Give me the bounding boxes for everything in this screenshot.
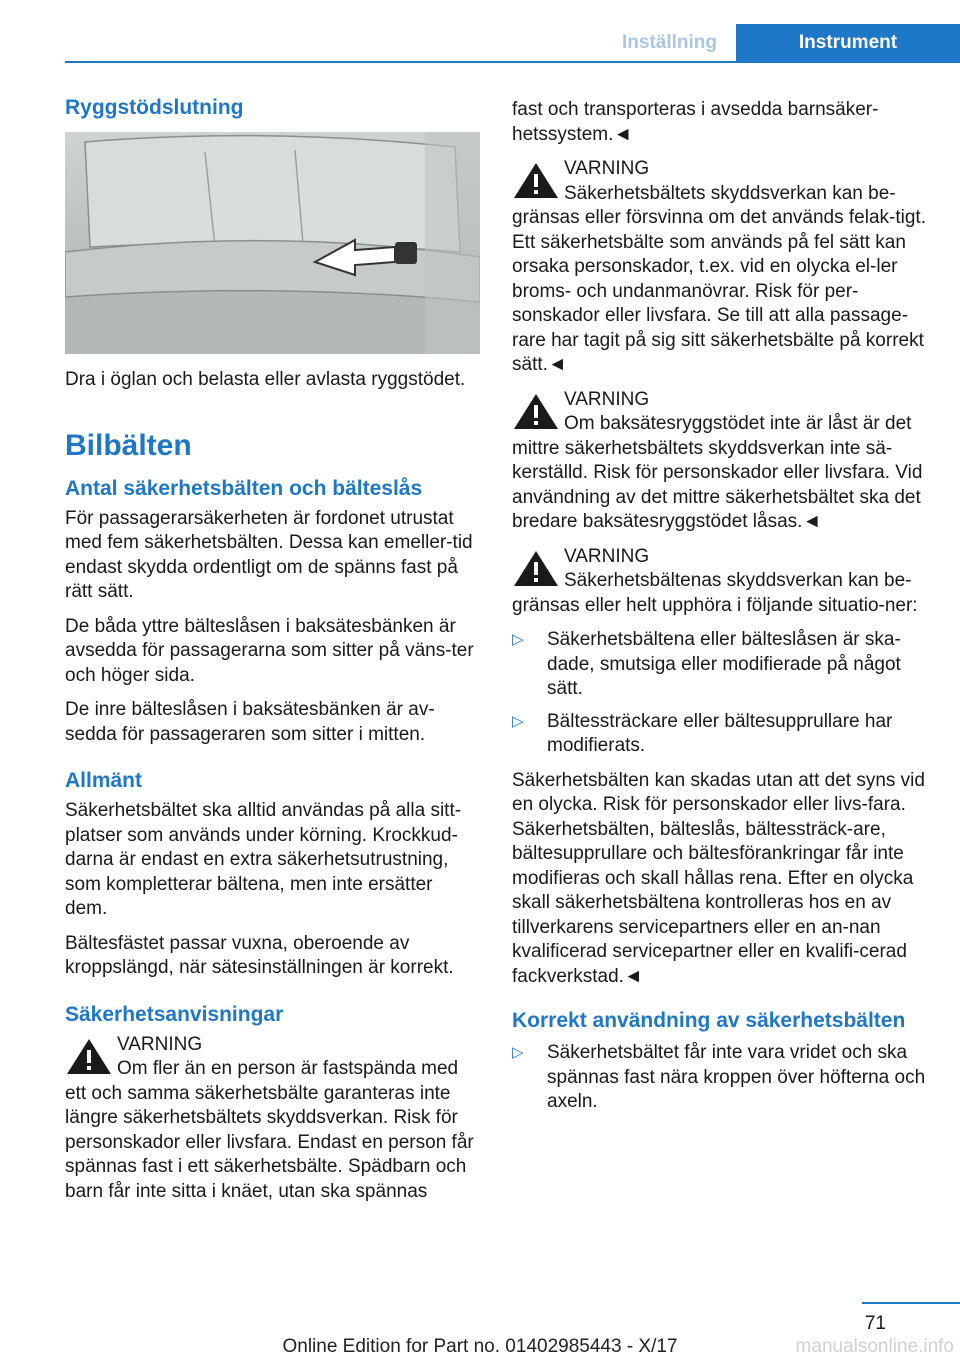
heading-general: Allmänt xyxy=(65,769,143,792)
triangle-bullet-icon: ▷ xyxy=(512,631,524,648)
heading-correct-usage: Korrekt användning av säkerhetsbälten xyxy=(512,1009,906,1032)
warning-block xyxy=(512,157,927,378)
paragraph: Säkerhetsbältet ska alltid användas på alla sitt‐platser som används under körning. Krockkud‐darna är endast en extra säkerhetsutrustning, som kompletterar bältena, men inte ersätter dem. xyxy=(65,800,462,919)
header-rule xyxy=(65,61,960,63)
paragraph: Säkerhetsbälten kan skadas utan att det syns vid en olycka. Risk för personskador eller livs‐fara. Säkerhetsbälten, bälteslås, bältessträck‐are, bältesupprullare och bältesförankringar får inte modifieras och skall hållas rena. Efter en olycka skall säkerhetsbältena kontrolleras hos en av tillverkarens servicepartners eller en an‐nan kvalificerad servicepartner eller en kvalifi‐cerad fackverkstad.◄ xyxy=(512,769,925,987)
tab-instrument[interactable]: Instrument xyxy=(736,24,960,61)
edition-text: Online Edition for Part no. 01402985443 - X/17 xyxy=(282,1336,678,1357)
paragraph: För passagerarsäkerheten är fordonet utrustat med fem säkerhetsbälten. Dessa kan emeller‐tid endast skydda ordentligt om de spänns fast på rätt sätt. xyxy=(65,507,473,602)
triangle-bullet-icon: ▷ xyxy=(512,1044,524,1061)
warning-text: Om fler än en person är fastspända med ett och samma säkerhetsbälte garanteras inte längre säkerhetsbältets skyddsverkan. Risk för personskador eller livsfara. Endast en person får spännas fast i ett säkerhetsbälte. Spädbarn och barn får inte sitta i knäet, utan ska spännas xyxy=(65,1058,474,1202)
right-column xyxy=(512,98,927,1125)
warning-title: VARNING xyxy=(117,1033,203,1055)
warning-text: Säkerhetsbältets skyddsverkan kan be‐gränsas eller försvinna om det används felak‐tigt. Ett säkerhetsbälte som används på fel sätt kan orsaka personskador, t.ex. vid en olycka el‐ler broms- och undanmanövrar. Risk för per‐sonskador eller livsfara. Se till att alla passage‐rare har tagit på sig sitt säkerhetsbälte på korrekt sätt.◄ xyxy=(512,182,926,375)
photo-caption: Dra i öglan och belasta eller avlasta ryggstödet. xyxy=(65,369,466,390)
heading-safety: Säkerhetsanvisningar xyxy=(65,1002,284,1026)
warning-triangle-icon xyxy=(512,160,560,200)
watermark: manualsonline.info xyxy=(795,1336,954,1357)
warning-triangle-icon xyxy=(512,391,560,431)
heading-backrest: Ryggstödslutning xyxy=(65,96,244,119)
warning-triangle-icon xyxy=(65,1036,113,1076)
page-number: 71 xyxy=(864,1313,886,1334)
triangle-bullet-icon: ▷ xyxy=(512,712,524,730)
warning-triangle-icon xyxy=(512,548,560,588)
warning-title: VARNING xyxy=(564,545,650,567)
paragraph: Bältesfästet passar vuxna, oberoende av kroppslängd, när sätesinställningen är korrekt. xyxy=(65,932,454,978)
rear-seat-photo xyxy=(65,132,480,354)
bullet-list xyxy=(512,1041,927,1115)
left-column xyxy=(65,94,480,1214)
warning-block xyxy=(512,388,927,535)
list-item: ▷ Säkerhetsbältet får inte vara vridet och ska spännas fast nära kroppen över höfterna och axeln. xyxy=(512,1042,926,1112)
warning-text: Om baksätesryggstödet inte är låst är det mittre säkerhetsbältets skyddsverkan inte sä‐kerställd. Risk för personskador eller livsfara. Vid användning av det mittre säkerhetsbältet ska det bredare baksätesryggstödet låsas.◄ xyxy=(512,413,923,532)
paragraph: fast och transporteras i avsedda barnsäker‐hetssystem.◄ xyxy=(512,99,879,145)
warning-block xyxy=(65,1033,480,1205)
warning-title: VARNING xyxy=(564,388,650,410)
warning-block xyxy=(512,545,927,619)
bullet-list xyxy=(512,628,927,759)
heading-seatbelts: Bilbälten xyxy=(65,428,192,462)
paragraph: De båda yttre bälteslåsen i baksätesbänken är avsedda för passagerarna som sitter på väns‐ter och höger sida. xyxy=(65,615,474,686)
tab-installning[interactable]: Inställning xyxy=(622,32,717,53)
list-item: ▷ Bältessträckare eller bältesupprullare har modifierats. xyxy=(512,710,893,756)
heading-count: Antal säkerhetsbälten och bälteslås xyxy=(65,476,423,500)
warning-text: Säkerhetsbältenas skyddsverkan kan be‐gränsas eller helt upphöra i följande situatio‐ner: xyxy=(512,570,918,616)
list-item: ▷ Säkerhetsbältena eller bälteslåsen är ska‐dade, smutsiga eller modifierade på något sätt. xyxy=(512,629,901,699)
warning-title: VARNING xyxy=(564,158,650,179)
paragraph: De inre bälteslåsen i baksätesbänken är av‐sedda för passageraren som sitter i mitten. xyxy=(65,699,435,745)
footer-rule xyxy=(862,1302,960,1304)
